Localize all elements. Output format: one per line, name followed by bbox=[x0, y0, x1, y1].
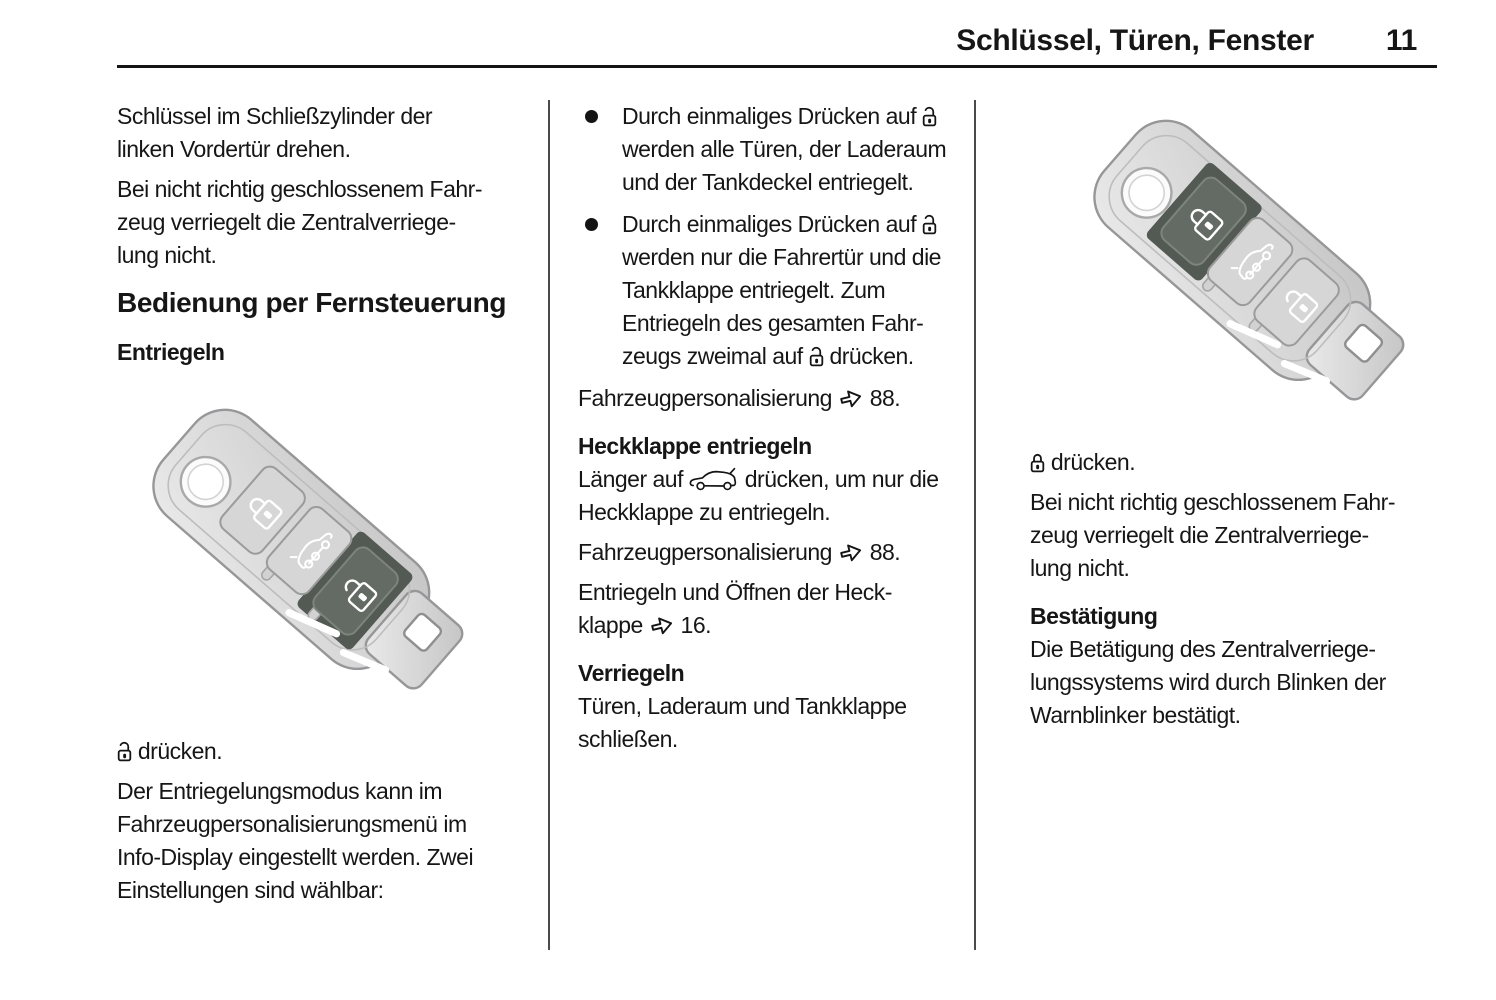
unlock-icon bbox=[809, 345, 824, 368]
list-item-text: Durch einmaliges Drücken auf werden nur die Fahrertür und die Tankklappe entriegelt. Zum Entriegeln des gesamten Fahr- zeugs zweimal auf drücken. bbox=[622, 211, 941, 369]
list-item bbox=[578, 100, 970, 199]
page-number: 11 bbox=[1385, 24, 1417, 57]
paragraph: Bei nicht richtig geschlossenem Fahr- zeug verriegelt die Zentralverriege- lung nicht. bbox=[117, 176, 482, 268]
remote-key-drawing bbox=[115, 391, 500, 721]
paragraph: drücken. bbox=[117, 735, 509, 768]
tailgate-car-icon bbox=[689, 467, 739, 492]
sub-heading: Entriegeln bbox=[117, 339, 225, 365]
list-item bbox=[578, 208, 970, 373]
paragraph: Fahrzeugpersonalisierung 88. bbox=[578, 539, 901, 565]
ref-arrow-icon bbox=[838, 539, 864, 566]
list-item-text: Durch einmaliges Drücken auf werden alle Türen, der Laderaum und der Tankdeckel entriegelt. bbox=[622, 103, 947, 195]
column-left bbox=[117, 100, 509, 914]
ref-arrow-icon bbox=[838, 385, 864, 412]
paragraph: Bei nicht richtig geschlossenem Fahr- zeug verriegelt die Zentralverriege- lung nicht. bbox=[1030, 489, 1395, 581]
column-divider-right bbox=[974, 100, 976, 950]
unlock-icon bbox=[922, 213, 937, 236]
paragraph: Der Entriegelungsmodus kann im Fahrzeugpersonalisierungsmenü im Info-Display eingestellt werden. Zwei Einstellungen sind wählbar: bbox=[117, 778, 474, 903]
chapter-title: Schlüssel, Türen, Fenster bbox=[956, 24, 1314, 57]
section-heading: Bedienung per Fernsteuerung bbox=[117, 287, 507, 318]
paragraph: Entriegeln und Öffnen der Heck- klappe 16. bbox=[578, 579, 892, 638]
remote-key-unlock-highlighted bbox=[115, 391, 509, 721]
unlock-icon bbox=[117, 740, 132, 763]
bullet-icon bbox=[585, 110, 598, 123]
paragraph: Länger auf drücken, um nur die Heckklappe zu entriegeln. bbox=[578, 466, 939, 525]
column-divider-left bbox=[548, 100, 550, 950]
lock-icon bbox=[1030, 451, 1045, 474]
paragraph: Fahrzeugpersonalisierung 88. bbox=[578, 385, 901, 411]
paragraph: Schlüssel im Schließzylinder der linken Vordertür drehen. bbox=[117, 103, 433, 162]
column-right bbox=[1030, 100, 1436, 739]
bullet-icon bbox=[585, 218, 598, 231]
paragraph: drücken. bbox=[1030, 446, 1436, 479]
remote-key-lock-highlighted bbox=[1056, 102, 1436, 432]
column-middle bbox=[578, 100, 970, 763]
ref-arrow-icon bbox=[649, 612, 675, 639]
paragraph: Die Betätigung des Zentralverriege- lungssystems wird durch Blinken der Warnblinker bestätigt. bbox=[1030, 636, 1386, 728]
remote-key-drawing bbox=[1056, 102, 1441, 432]
unlock-icon bbox=[922, 105, 937, 128]
paragraph: Türen, Laderaum und Tankklappe schließen. bbox=[578, 693, 907, 752]
sub-heading: Bestätigung bbox=[1030, 603, 1158, 629]
page-header bbox=[117, 24, 1437, 68]
sub-heading: Heckklappe entriegeln bbox=[578, 433, 812, 459]
sub-heading: Verriegeln bbox=[578, 660, 685, 686]
